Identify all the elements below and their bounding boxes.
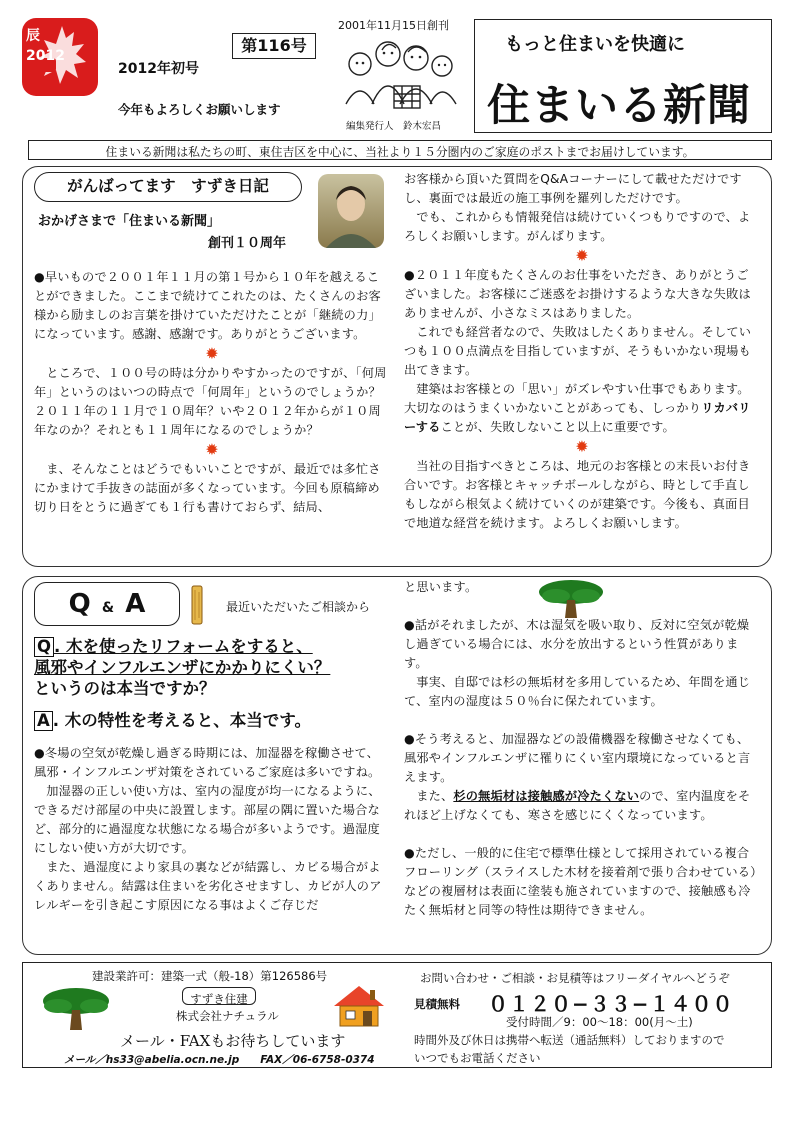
qa-paragraph: ●そう考えると、加湿器などの設備機器を稼働させなくても、風邪やインフルエンザに罹りにくい室内環境になっていると言えます。 xyxy=(404,732,751,784)
recovery-emphasis: リカバリーする xyxy=(404,401,751,434)
diary-paragraph: これでも経営者なので、失敗はしたくありません。そしていつも１００点満点を目指していますが、そうもいかない現場も出てきます。 xyxy=(404,325,752,377)
question-text-1: . 木を使ったリフォームをすると、 xyxy=(54,637,313,656)
question-text-2: 風邪やインフルエンザにかかりにくい？ xyxy=(34,658,331,677)
qa-right-column xyxy=(404,578,760,920)
recovery-text-c: ことが、失敗しないこと以上に重要です。 xyxy=(440,420,675,434)
diary-subtitle-1: おかげさまで「住まいる新聞」 xyxy=(38,214,221,229)
wood-post-icon xyxy=(190,584,204,626)
qa-title-box xyxy=(34,582,180,626)
qa-left-column xyxy=(34,744,390,915)
qa-title-and: & xyxy=(101,600,115,616)
family-drawing-icon xyxy=(338,34,462,114)
diary-paragraph xyxy=(404,380,760,437)
cedar-text-c: ので、室内温度をそれほど上げなくても、寒さを感じにくくなっています。 xyxy=(404,789,751,822)
qa-intro: 最近いただいたご相談から xyxy=(226,600,371,614)
diary-paragraph: でも、これからも情報発信は続けていくつもりですので、よろしくお願いします。がんばります。 xyxy=(404,210,751,243)
qa-title-q: Q xyxy=(68,589,91,619)
qa-paragraph: また、過湿度により家具の裏などが結露し、カビる場合がよくありません。結露は住まいを劣化させますし、カビが人のアレルギーを引き起こす原因になる事はよくご存じだ xyxy=(34,860,382,912)
qa-paragraph: ●ただし、一般的に住宅で標準仕様として採用されている複合フローリング（スライスした木材を接着剤で張り合わせている）などの複層材は表面に塗装も施されていますので、接触感も冷たく無垢材と同等の特性は期待できません。 xyxy=(404,846,757,917)
qa-paragraph: ●話がそれましたが、木は湿気を吸い取り、反対に空気が乾燥し過ぎている場合には、水分を放出するという性質があります。 xyxy=(404,618,750,670)
question xyxy=(34,636,394,699)
sun-icon: ✹ xyxy=(205,440,219,459)
company-brand: すずき住建 xyxy=(190,992,248,1006)
tagline: もっと住まいを快適に xyxy=(505,34,685,55)
diary-right-column xyxy=(404,170,760,533)
masthead-box xyxy=(474,19,772,133)
inquiry-text: お問い合わせ・ご相談・お見積等はフリーダイヤルへどうぞ xyxy=(420,971,730,985)
footer-tree-icon xyxy=(40,986,112,1032)
diary-paragraph: ま、そんなことはどうでもいいことですが、最近では多忙さにかまけて手抜きの誌面が多くなっています。今回も原稿締め切り日をとうに過ぎても１行も書けておらず、結局、 xyxy=(34,462,381,514)
diary-heading: がんばってます すずき日記 xyxy=(67,177,269,195)
diary-paragraph: ●早いもので２００１年１１月の第１号から１０年を越えることができました。ここまで続けてこれたのは、たくさんのお客様から励ましのお言葉を掛けていただけたことが「継続の力」になっています。感謝、感謝です。ありがとうございます。 xyxy=(34,270,381,341)
diary-heading-box xyxy=(34,172,302,202)
mail-fax-note: メール・FAXもお待ちしています xyxy=(120,1032,346,1050)
answer xyxy=(34,710,394,732)
question-text-3: というのは本当ですか？ xyxy=(34,679,216,698)
logo-text: 辰 2012 xyxy=(26,28,65,64)
qa-paragraph: 事実、自邸では杉の無垢材を多用しているため、年間を通じて、室内の湿度は５０％台に保たれています。 xyxy=(404,675,751,708)
sun-icon: ✹ xyxy=(205,344,219,363)
issue-number: 第116号 xyxy=(241,36,307,55)
qa-paragraph: ●冬場の空気が乾燥し過ぎる時期には、加湿器を稼働させて、風邪・インフルエンザ対策をされているご家庭は多いですね。 xyxy=(34,746,381,779)
reception-hours: 受付時間／9：00〜18：00(月〜土) xyxy=(506,1015,693,1029)
issue-number-box xyxy=(232,33,316,59)
founded-date: 2001年11月15日創刊 xyxy=(338,19,449,32)
qa-paragraph: と思います。 xyxy=(404,580,478,594)
issue-year: 2012年初号 xyxy=(118,61,199,77)
year-logo xyxy=(22,18,98,96)
cedar-text-a: また、 xyxy=(416,789,454,803)
greeting: 今年もよろしくお願いします xyxy=(118,102,281,117)
delivery-banner xyxy=(28,140,772,160)
staff-illustration xyxy=(338,34,462,114)
qa-paragraph: 加湿器の正しい使い方は、室内の湿度が均一になるように、できるだけ部屋の中央に設置します。部屋の隅に置いた場合など、部分的に過湿度な状態になる場合が多いようです。過湿度にしない使い方が大切です。 xyxy=(34,784,381,855)
recovery-text-a: 建築はお客様との「思い」がズレやすい仕事でもあります。大切なのはうまくいかないことがあっても、しっかり xyxy=(404,382,750,415)
house-icon xyxy=(332,984,386,1028)
after-hours-1: 時間外及び休日は携帯へ転送（通話無料）しておりますので xyxy=(414,1033,725,1047)
question-line-1 xyxy=(34,636,394,657)
diary-subtitle-2: 創刊１０周年 xyxy=(208,236,287,251)
company-brand-box xyxy=(182,987,256,1005)
author-photo xyxy=(318,174,384,248)
masthead-title: 住まいる新聞 xyxy=(487,81,751,131)
qa-paragraph xyxy=(404,787,760,825)
sun-icon: ✹ xyxy=(575,437,589,456)
free-estimate-label: 見積無料 xyxy=(414,997,460,1011)
sun-icon: ✹ xyxy=(575,246,589,265)
cedar-emphasis: 杉の無垢材は接触感が冷たくない xyxy=(453,789,640,803)
diary-paragraph: ところで、１００号の時は分かりやすかったのですが、「何周年」というのはいつの時点で「何周年」というのでしょうか？２０１１年の１１月で１０周年？いや２０１２年からが１０周年なのか？それとも１１周年になるのでしょうか？ xyxy=(34,366,387,437)
person-photo-icon xyxy=(318,174,384,248)
license: 建設業許可：建築一式（般-18）第126586号 xyxy=(92,969,328,983)
answer-text: . 木の特性を考えると、本当です。 xyxy=(52,711,311,730)
qa-title-a: A xyxy=(125,589,146,619)
after-hours-2: いつでもお電話ください xyxy=(414,1051,541,1065)
delivery-banner-text: 住まいる新聞は私たちの町、東住吉区を中心に、当社より１５分圏内のご家庭のポストまでお届けしています。 xyxy=(105,145,695,159)
q-mark: Q xyxy=(34,637,54,657)
editor: 編集発行人 鈴木宏昌 xyxy=(346,121,442,132)
diary-paragraph: 当社の目指すべきところは、地元のお客様との末長いお付き合いです。お客様とキャッチボールしながら、時として手直しもしながら根気よく続けていくのが建築です。今後も、真面目で地道な経営を続けます。よろしくお願いします。 xyxy=(404,459,751,530)
diary-left-column xyxy=(34,268,390,517)
phone-number[interactable]: ０１２０−３３−１４００ xyxy=(488,992,734,1016)
company-name: 株式会社ナチュラル xyxy=(176,1009,279,1023)
diary-paragraph: お客様から頂いた質問をQ&Aコーナーにして載せただけですし、裏面では最近の施工事例を羅列しただけです。 xyxy=(404,172,742,205)
a-mark: A xyxy=(34,711,53,731)
contact-line: メール／hs33@abelia.ocn.ne.jp FAX／06-6758-0374 xyxy=(64,1054,375,1066)
diary-paragraph: ●２０１１年度もたくさんのお仕事をいただき、ありがとうございました。お客様にご迷惑をお掛けするような大きな失敗はありませんが、小さなミスはありました。 xyxy=(404,268,751,320)
